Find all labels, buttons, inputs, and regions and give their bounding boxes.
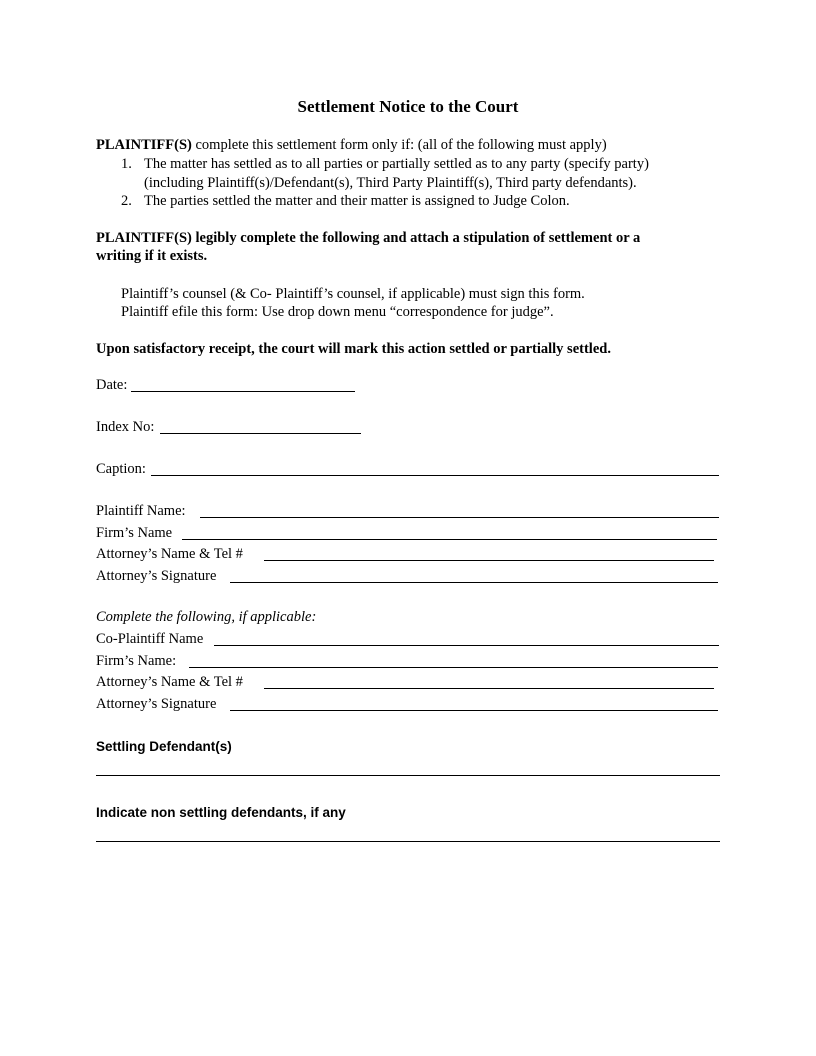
intro-rest: complete this settlement form only if: (all of the following must apply) (191, 137, 607, 153)
co-firm-name-input-line[interactable] (189, 667, 718, 668)
co-firm-name-label: Firm’s Name: (96, 653, 177, 669)
attorney-signature-input-line[interactable] (230, 582, 718, 583)
non-settling-defendants-label: Indicate non settling defendants, if any (96, 805, 346, 820)
condition-2-line1: The parties settled the matter and their matter is assigned to Judge Colon. (144, 193, 570, 209)
attorney-name-tel-label: Attorney’s Name & Tel # (96, 546, 243, 562)
settling-defendants-input-line[interactable] (96, 775, 720, 776)
intro-text (96, 137, 607, 154)
condition-1-line2: (including Plaintiff(s)/Defendant(s), Third Party Plaintiff(s), Third party defendants). (144, 175, 637, 191)
co-attorney-name-tel-input-line[interactable] (264, 688, 714, 689)
plaintiff-name-input-line[interactable] (200, 517, 719, 518)
caption-label: Caption: (96, 461, 146, 477)
date-input-line[interactable] (131, 391, 355, 392)
date-label: Date: (96, 377, 128, 393)
co-attorney-signature-input-line[interactable] (230, 710, 718, 711)
attorney-name-tel-input-line[interactable] (264, 560, 714, 561)
index-no-label: Index No: (96, 419, 155, 435)
note-efile: Plaintiff efile this form: Use drop down menu “correspondence for judge”. (121, 304, 554, 320)
condition-1-number: 1. (121, 156, 132, 172)
optional-heading: Complete the following, if applicable: (96, 609, 317, 625)
page-title: Settlement Notice to the Court (297, 97, 519, 116)
firm-name-label: Firm’s Name (96, 525, 173, 541)
caption-input-line[interactable] (151, 475, 719, 476)
instruction-line2: writing if it exists. (96, 248, 208, 264)
plaintiff-name-label: Plaintiff Name: (96, 503, 186, 519)
index-no-input-line[interactable] (160, 433, 361, 434)
co-attorney-name-tel-label: Attorney’s Name & Tel # (96, 674, 243, 690)
co-attorney-signature-label: Attorney’s Signature (96, 696, 217, 712)
attorney-signature-label: Attorney’s Signature (96, 568, 217, 584)
condition-1-line1: The matter has settled as to all parties or partially settled as to any party (specify party) (144, 156, 649, 172)
condition-2-number: 2. (121, 193, 132, 209)
non-settling-defendants-input-line[interactable] (96, 841, 720, 842)
note-counsel-sign: Plaintiff’s counsel (& Co- Plaintiff’s counsel, if applicable) must sign this form. (121, 286, 585, 302)
firm-name-input-line[interactable] (182, 539, 717, 540)
co-plaintiff-name-input-line[interactable] (214, 645, 719, 646)
settling-defendants-label: Settling Defendant(s) (96, 739, 232, 754)
intro-bold: PLAINTIFF(S) (96, 137, 192, 153)
instruction-line1: PLAINTIFF(S) legibly complete the following and attach a stipulation of settlement or a (96, 230, 641, 246)
receipt-notice: Upon satisfactory receipt, the court will mark this action settled or partially settled. (96, 341, 611, 357)
co-plaintiff-name-label: Co-Plaintiff Name (96, 631, 204, 647)
